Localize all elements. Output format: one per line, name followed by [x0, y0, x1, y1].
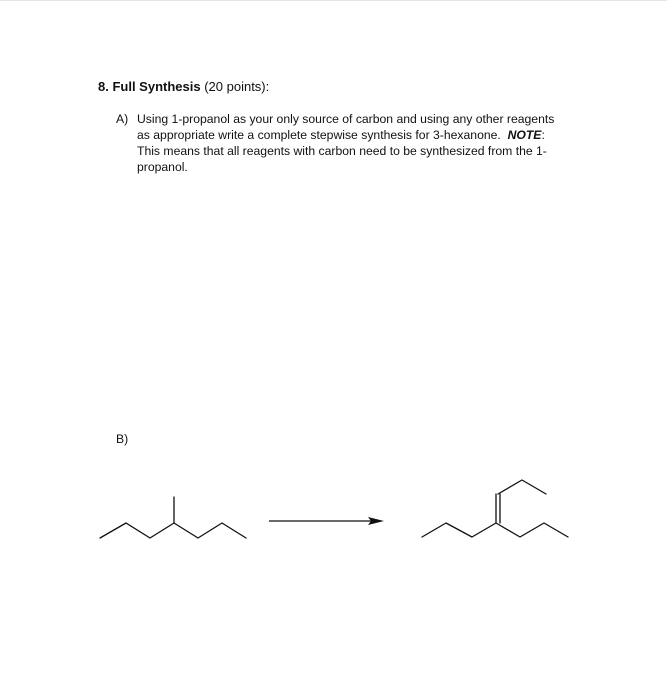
question-number-title: 8. Full Synthesis [98, 79, 201, 94]
part-a-label: A) [116, 112, 129, 126]
part-a-line-4: propanol. [137, 160, 188, 174]
note-colon: : [541, 128, 545, 142]
note-label: NOTE [507, 128, 542, 142]
product-structure-icon [422, 480, 568, 537]
part-a-line-3: This means that all reagents with carbon need to be synthesized from the 1- [137, 144, 547, 158]
reaction-arrow-icon [269, 517, 384, 525]
reactant-structure-icon [100, 497, 246, 538]
part-b-label: B) [116, 432, 129, 446]
part-a-line-2-text: as appropriate write a complete stepwise synthesis for 3-hexanone. [137, 128, 501, 142]
part-a-line-1: Using 1-propanol as your only source of carbon and using any other reagents [137, 112, 555, 126]
question-points: (20 points): [204, 79, 270, 94]
